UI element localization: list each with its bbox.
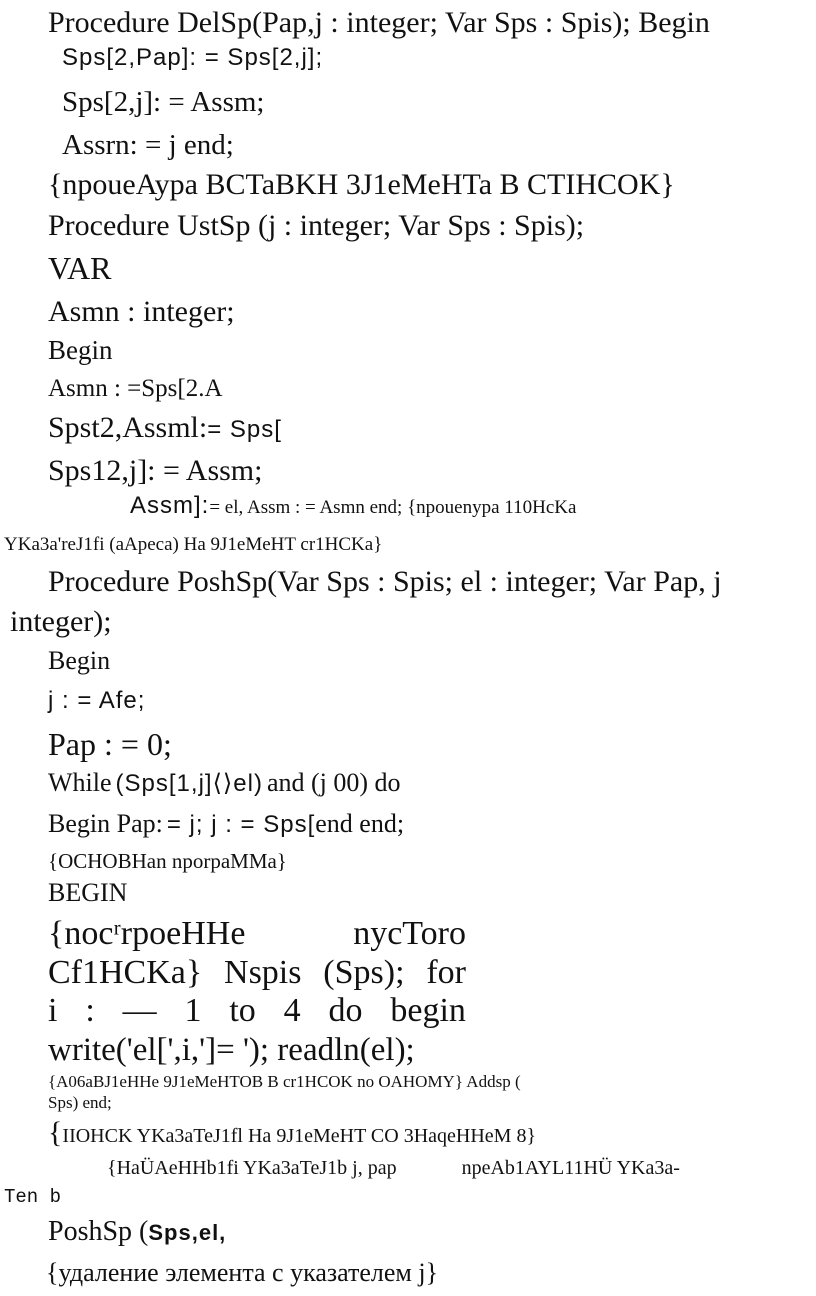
code-line-8: Asmn : integer;: [48, 295, 235, 328]
justified-line-25: [48, 956, 466, 990]
word: Cf1HCKa}: [48, 954, 203, 991]
code-line-16: integer);: [10, 605, 112, 638]
comment-line-31: [107, 1158, 680, 1178]
comment-line-31-part-a: {HaÜAeHHb1fi YKa3aTeJ1b j, pap: [107, 1157, 397, 1179]
code-line-2: Sps[2,Pap]: = Sps[2,j];: [62, 44, 324, 71]
code-line-20: [48, 770, 401, 796]
code-line-12: Sps12,j]: = Assm;: [48, 454, 263, 487]
code-line-21-part-a: Begin Pap:: [48, 809, 163, 838]
code-line-6: Procedure UstSp (j : integer; Var Sps : Spis);: [48, 209, 585, 242]
code-line-23: BEGIN: [48, 878, 128, 907]
comment-line-30-text: IIOHCK YKa3aTeJ1fl Ha 9J1eMeHT CO 3HaqeHHeM 8}: [62, 1125, 537, 1147]
code-line-13-part-a: Assm]:: [130, 492, 210, 519]
comment-line-5: {npoueAypa BCTaBKH 3J1eMeHTa B CTIHCOK}: [48, 168, 675, 201]
code-line-1: Procedure DelSp(Pap,j : integer; Var Sps : Spis); Begin: [48, 6, 710, 39]
comment-line-14: YKa3a'reJ1fi (aApeca) Ha 9J1eMeHT cr1HCKa}: [4, 534, 383, 555]
code-line-33-part-b: Sps,el,: [148, 1220, 227, 1245]
code-line-3: Sps[2,j]: = Assm;: [62, 86, 265, 118]
code-line-10: Asmn : =Sps[2.A: [48, 375, 223, 402]
comment-line-22: {OCHOBHan nporpaMMa}: [48, 849, 287, 873]
word: :: [85, 992, 95, 1029]
word: for: [426, 954, 466, 991]
code-line-29: Sps) end;: [48, 1093, 112, 1112]
code-line-11: [48, 413, 282, 443]
code-line-33-part-a: PoshSp (: [48, 1216, 149, 1247]
word: do: [328, 992, 363, 1029]
code-line-21-part-b: = j; j : = Sps[: [166, 811, 316, 838]
justified-line-24: [48, 917, 466, 951]
word: nycToro: [353, 915, 466, 952]
comment-line-30: [48, 1118, 536, 1148]
code-line-15: Procedure PoshSp(Var Sps : Spis; el : integer; Var Pap, j: [48, 565, 722, 598]
word: 4: [283, 992, 301, 1029]
word: i: [48, 992, 58, 1029]
comment-line-28: {A06aBJ1eHHe 9J1eMeHTOB B cr1HCOK no OAHOMY} Addsp (: [48, 1072, 521, 1091]
justified-line-26: [48, 994, 466, 1028]
word: (Sps);: [323, 954, 405, 991]
code-line-20-part-a: While: [48, 768, 112, 797]
code-line-13-part-b: = el, Assm : = Asmn end; {npouenypa 110HcKa: [209, 497, 577, 518]
code-line-33: [48, 1218, 226, 1246]
word: {nocʳrpoeHHe: [48, 915, 246, 952]
code-line-32: Ten b: [4, 1186, 62, 1208]
comment-line-34: {удаление элемента с указателем j}: [46, 1258, 439, 1287]
code-line-7: VAR: [48, 250, 112, 286]
word: Nspis: [224, 954, 302, 991]
code-line-27: write('el[',i,']= '); readln(el);: [48, 1032, 415, 1068]
code-line-9: Begin: [48, 335, 113, 365]
word: to: [229, 992, 256, 1029]
code-line-13: [130, 494, 576, 518]
code-line-11-part-a: Spst2,Assml:: [48, 411, 208, 444]
code-line-18: j : = Afe;: [48, 687, 146, 714]
code-line-19: Pap : = 0;: [48, 726, 172, 762]
code-line-20-part-c: and (j 00) do: [266, 768, 401, 797]
word: 1: [184, 992, 202, 1029]
code-line-20-part-b: (Sps[1,j]⟨⟩el): [115, 770, 263, 797]
word: —: [122, 992, 157, 1029]
word: begin: [390, 992, 466, 1029]
code-line-11-part-b: = Sps[: [207, 416, 282, 443]
brace-glyph: {: [48, 1116, 63, 1149]
code-line-4: Assrn: = j end;: [62, 129, 234, 161]
code-line-21: [48, 811, 404, 837]
code-line-17: Begin: [48, 646, 111, 675]
code-line-21-part-c: end end;: [315, 809, 405, 838]
comment-line-31-part-b: npeAb1AYL11HÜ YKa3a-: [461, 1157, 680, 1179]
